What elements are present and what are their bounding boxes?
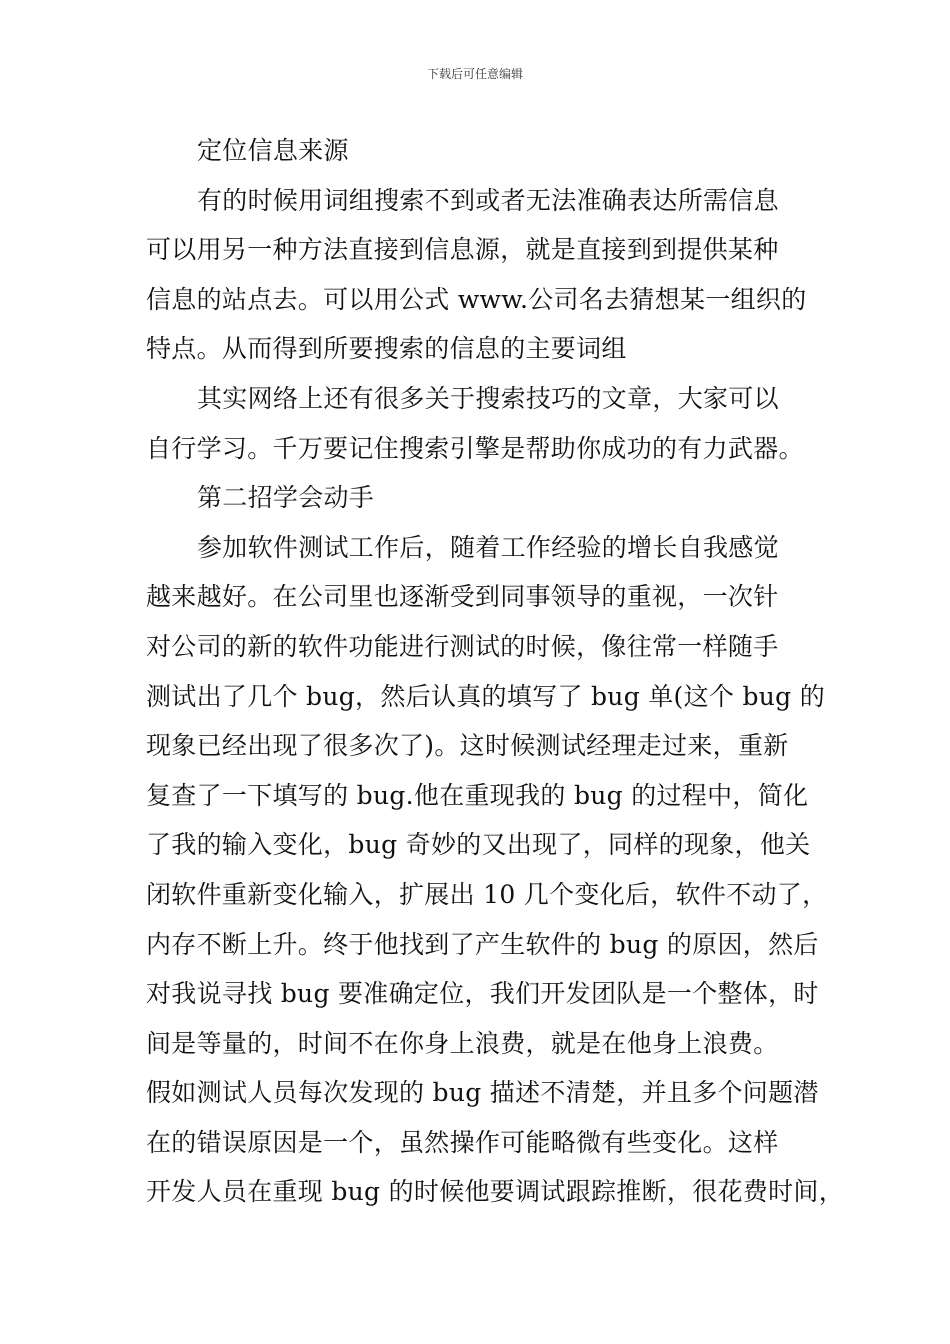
- section-heading: 定位信息来源: [197, 136, 349, 165]
- paragraph-line: 有的时候用词组搜索不到或者无法准确表达所需信息: [197, 185, 779, 215]
- paragraph-line: 越来越好。在公司里也逐渐受到同事领导的重视，一次针: [146, 582, 779, 612]
- section-heading: 第二招学会动手: [197, 483, 375, 513]
- paragraph-line: 间是等量的，时间不在你身上浪费，就是在他身上浪费。: [146, 1028, 779, 1058]
- paragraph-line: 可以用另一种方法直接到信息源，就是直接到到提供某种: [146, 235, 779, 265]
- paragraph-line: 复查了一下填写的 bug.他在重现我的 bug 的过程中，简化: [146, 780, 809, 810]
- paragraph-line: 内存不断上升。终于他找到了产生软件的 bug 的原因，然后: [146, 929, 819, 959]
- paragraph-line: 其实网络上还有很多关于搜索技巧的文章，大家可以: [197, 383, 779, 413]
- paragraph-line: 特点。从而得到所要搜索的信息的主要词组: [146, 334, 627, 364]
- paragraph-line: 现象已经出现了很多次了)。这时候测试经理走过来，重新: [146, 731, 789, 761]
- paragraph-line: 开发人员在重现 bug 的时候他要调试跟踪推断，很花费时间，: [146, 1177, 845, 1207]
- paragraph-line: 对公司的新的软件功能进行测试的时候，像往常一样随手: [146, 631, 779, 661]
- paragraph-line: 参加软件测试工作后，随着工作经验的增长自我感觉: [197, 532, 779, 562]
- paragraph-line: 了我的输入变化，bug 奇妙的又出现了，同样的现象，他关: [146, 830, 811, 860]
- paragraph-line: 对我说寻找 bug 要准确定位，我们开发团队是一个整体，时: [146, 979, 819, 1009]
- paragraph-line: 自行学习。千万要记住搜索引擎是帮助你成功的有力武器。: [146, 433, 804, 463]
- paragraph-line: 在的错误原因是一个，虽然操作可能略微有些变化。这样: [146, 1127, 779, 1157]
- document-body: [146, 126, 845, 1217]
- paragraph-line: 测试出了几个 bug，然后认真的填写了 bug 单(这个 bug 的: [146, 681, 826, 711]
- paragraph-line: 信息的站点去。可以用公式 www.公司名去猜想某一组织的: [146, 284, 807, 314]
- paragraph-line: 闭软件重新变化输入，扩展出 10 几个变化后，软件不动了，: [146, 879, 828, 909]
- paragraph-line: 假如测试人员每次发现的 bug 描述不清楚，并且多个问题潜: [146, 1078, 819, 1108]
- page-header: 下载后可任意编辑: [426, 67, 523, 81]
